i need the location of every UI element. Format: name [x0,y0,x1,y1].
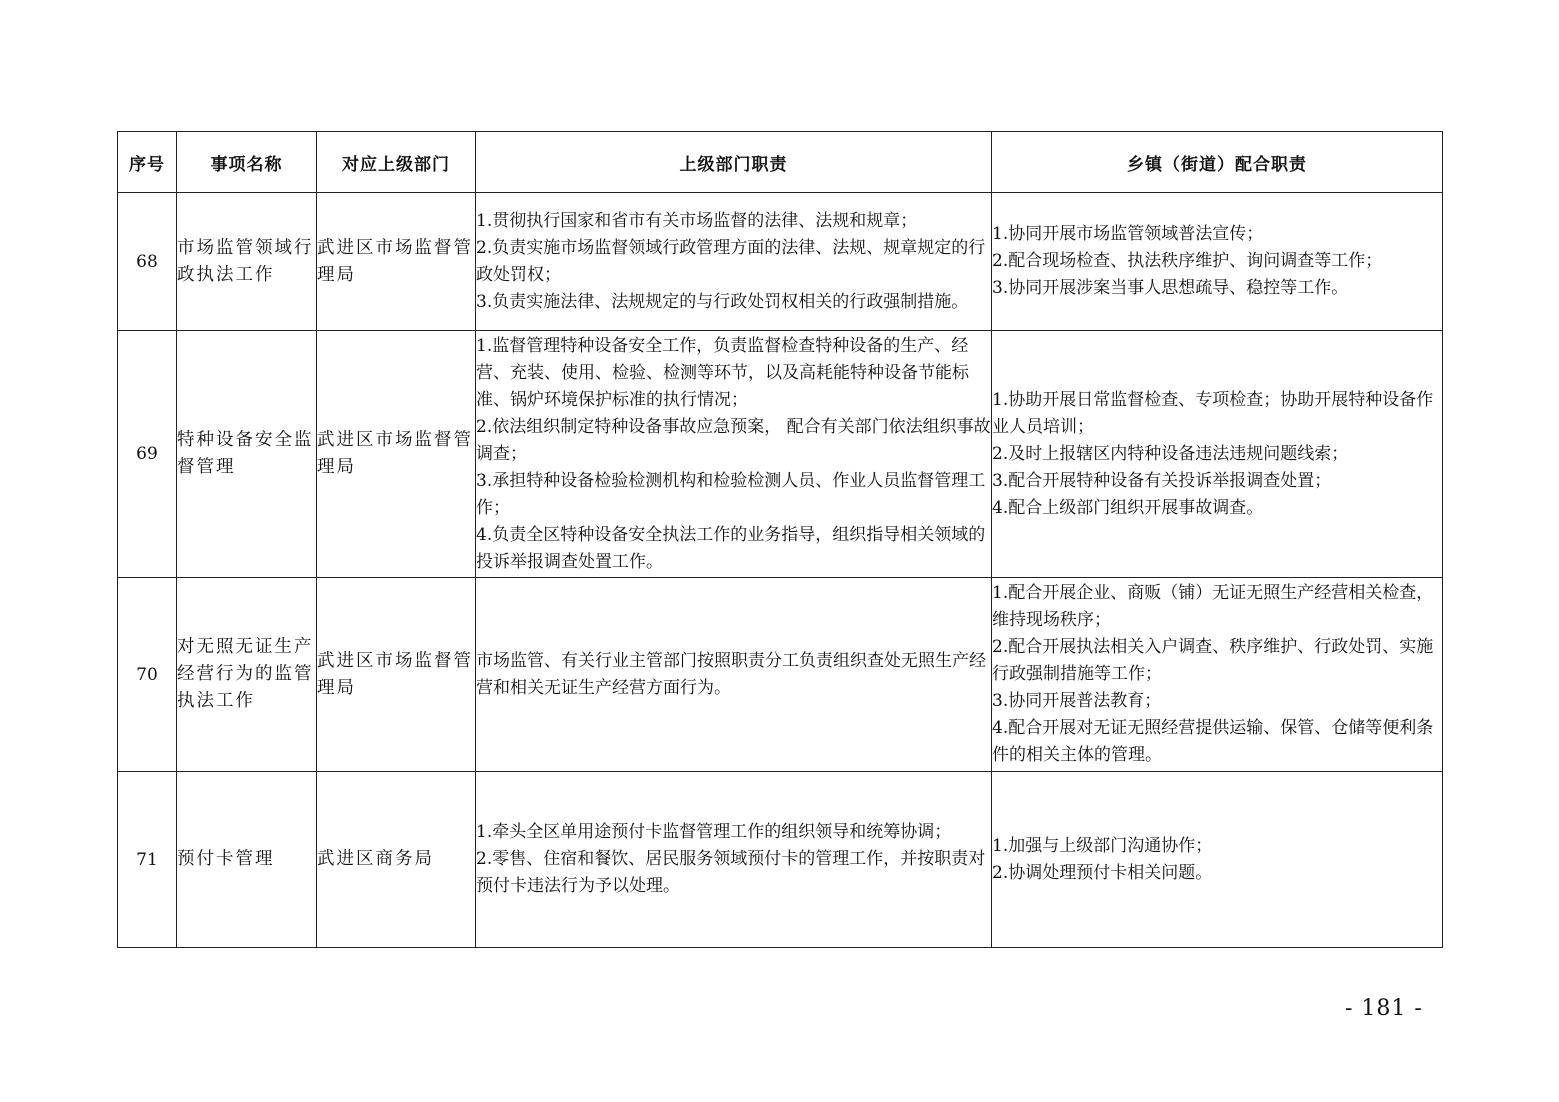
duty-line: 1.监督管理特种设备安全工作，负责监督检查特种设备的生产、经营、充装、使用、检验、检测等环节，以及高耗能特种设备节能标准、锅炉环境保护标准的执行情况； [476,335,969,410]
row-duties [476,772,992,948]
header-row [118,132,1443,193]
row-num: 69 [118,331,177,578]
table-row [118,772,1443,948]
coop-line: 1.协助开展日常监督检查、专项检查；协助开展特种设备作业人员培训； [992,389,1434,437]
coop-line: 3.协同开展普法教育； [992,691,1162,711]
duty-line: 4.负责全区特种设备安全执法工作的业务指导，组织指导相关领域的投诉举报调查处置工作。 [476,524,986,572]
row-dept: 武进区市场监督管理局 [317,331,476,578]
coop-line: 2.配合开展执法相关入户调查、秩序维护、行政处罚、实施行政强制措施等工作； [992,637,1434,684]
duty-table [117,131,1443,948]
row-coop [992,193,1443,331]
row-coop [992,772,1443,948]
duty-line: 3.负责实施法律、法规规定的与行政处罚权相关的行政强制措施。 [476,291,969,312]
row-item-name: 特种设备安全监督管理 [177,331,317,578]
row-coop [992,578,1443,772]
duty-line: 3.承担特种设备检验检测机构和检验检测人员、作业人员监督管理工作； [476,470,986,518]
row-coop [992,331,1443,578]
table-row [118,578,1443,772]
coop-line: 1.协同开展市场监管领域普法宣传； [992,224,1264,244]
coop-line: 2.及时上报辖区内特种设备违法违规问题线索； [992,443,1349,464]
header-coop: 乡镇（街道）配合职责 [992,132,1443,193]
header-item-name: 事项名称 [177,132,317,193]
duty-line: 市场监管、有关行业主管部门按照职责分工负责组织查处无照生产经营和相关无证生产经营方面行为。 [476,650,986,698]
duty-line: 2.依法组织制定特种设备事故应急预案， 配合有关部门依法组织事故调查； [476,416,991,464]
coop-line: 3.配合开展特种设备有关投诉举报调查处置； [992,470,1332,491]
table-row [118,331,1443,578]
coop-line: 3.协同开展涉案当事人思想疏导、稳控等工作。 [992,278,1349,298]
row-item-name: 预付卡管理 [177,772,317,948]
row-dept: 武进区市场监督管理局 [317,578,476,772]
duty-line: 2.零售、住宿和餐饮、居民服务领域预付卡的管理工作，并按职责对预付卡违法行为予以处理。 [476,849,986,896]
header-dept: 对应上级部门 [317,132,476,193]
coop-line: 1.加强与上级部门沟通协作； [992,835,1213,856]
row-num: 68 [118,193,177,331]
row-item-name: 市场监管领域行政执法工作 [177,193,317,331]
page-number: - 181 - [1345,996,1423,1021]
row-duties [476,331,992,578]
row-num: 70 [118,578,177,772]
coop-line: 4.配合上级部门组织开展事故调查。 [992,497,1264,518]
coop-line: 1.配合开展企业、商贩（铺）无证无照生产经营相关检查，维持现场秩序； [992,583,1434,630]
row-num: 71 [118,772,177,948]
table-row [118,193,1443,331]
duty-line: 1.贯彻执行国家和省市有关市场监督的法律、法规和规章； [476,210,918,231]
row-duties [476,578,992,772]
coop-line: 2.配合现场检查、执法秩序维护、询问调查等工作； [992,251,1383,271]
row-dept: 武进区商务局 [317,772,476,948]
coop-line: 4.配合开展对无证无照经营提供运输、保管、仓储等便利条件的相关主体的管理。 [992,718,1434,765]
duty-line: 2.负责实施市场监督领域行政管理方面的法律、法规、规章规定的行政处罚权； [476,237,986,285]
header-num: 序号 [118,132,177,193]
row-dept: 武进区市场监督管理局 [317,193,476,331]
coop-line: 2.协调处理预付卡相关问题。 [992,862,1213,883]
duty-line: 1.牵头全区单用途预付卡监督管理工作的组织领导和统筹协调； [476,822,952,842]
row-item-name: 对无照无证生产经营行为的监管执法工作 [177,578,317,772]
header-duties: 上级部门职责 [476,132,992,193]
row-duties [476,193,992,331]
